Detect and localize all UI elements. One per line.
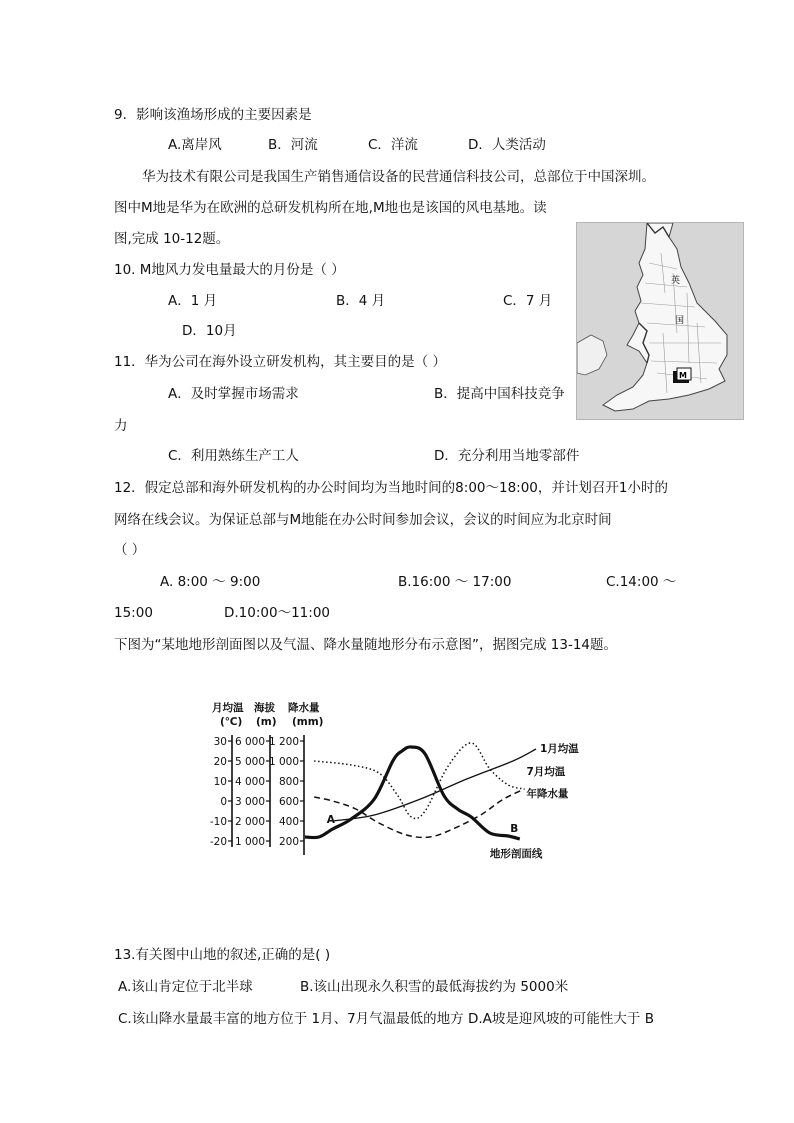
temp-axis-title: 月均温 xyxy=(212,702,244,714)
alt-tick-label: 4 000 xyxy=(234,776,265,788)
q12-option-b: B.16:00 ～ 17:00 xyxy=(398,574,512,590)
q11-stem: 11．华为公司在海外设立研发机构，其主要目的是（ ） xyxy=(114,354,446,370)
q12-option-d: D.10:00～11:00 xyxy=(224,605,330,621)
passage1-line2: 图中M地是华为在欧洲的总研发机构所在地,M地也是该国的风电基地。读 xyxy=(114,200,547,216)
q12-line3: （ ） xyxy=(114,542,146,558)
passage1-line3: 图,完成 10-12题。 xyxy=(114,231,230,247)
precip-label: 年降水量 xyxy=(526,788,569,800)
passage2-text: 下图为“某地地形剖面图以及气温、降水量随地形分布示意图”，据图完成 13-14题。 xyxy=(114,637,618,653)
q10-option-c: C．7 月 xyxy=(503,293,553,309)
alt-tick-label: 5 000 xyxy=(234,756,265,768)
precip-tick-label: 200 xyxy=(278,836,299,848)
temp-tick-label: -20 xyxy=(209,836,227,848)
precip-tick-label: 1 000 xyxy=(268,756,299,768)
precip-axis-unit: (mm) xyxy=(292,716,324,728)
q13-stem: 13.有关图中山地的叙述,正确的是( ) xyxy=(114,947,331,963)
q9-option-a: A.离岸风 xyxy=(168,137,222,153)
temp-tick-label: 20 xyxy=(213,756,227,768)
q12-line2: 网络在线会议。为保证总部与M地能在办公时间参加会议，会议的时间应为北京时间 xyxy=(114,512,612,528)
alt-axis-unit: (m) xyxy=(256,716,277,728)
q12-option-c: C.14:00 ～ xyxy=(606,574,677,590)
terrain-profile-line xyxy=(305,747,520,839)
q13-option-a: A.该山肯定位于北半球 xyxy=(118,979,253,995)
temp-tick-label: 30 xyxy=(213,736,227,748)
england-map-svg xyxy=(577,223,743,419)
temp-axis-unit: (℃) xyxy=(220,716,243,728)
map-label-guo: 国 xyxy=(675,316,685,326)
q10-stem: 10. M地风力发电量最大的月份是（ ） xyxy=(114,262,345,278)
q13-option-cd: C.该山降水量最丰富的地方位于 1月、7月气温最低的地方 D.A坡是迎风坡的可能性大于 B xyxy=(118,1011,654,1027)
map-label-ying: 英 xyxy=(671,276,681,286)
temp-tick-label: 0 xyxy=(220,796,227,808)
precip-tick-label: 1 200 xyxy=(268,736,299,748)
q11-option-b-cont: 力 xyxy=(114,418,128,434)
q10-option-b: B．4 月 xyxy=(336,293,386,309)
m-marker-label: M xyxy=(679,371,687,380)
jan-temp-label: 1月均温 xyxy=(540,743,579,755)
q12-option-c-cont: 15:00 xyxy=(114,605,153,621)
q11-option-c: C．利用熟练生产工人 xyxy=(168,448,299,464)
temp-tick-label: 10 xyxy=(213,776,227,788)
q13-option-b: B.该山出现永久积雪的最低海拔约为 5000米 xyxy=(300,979,569,995)
q11-option-d: D．充分利用当地零部件 xyxy=(434,448,580,464)
alt-tick-label: 1 000 xyxy=(234,836,265,848)
england-map xyxy=(576,222,744,420)
point-b-label: B xyxy=(510,823,519,835)
q12-option-a: A. 8:00 ～ 9:00 xyxy=(160,574,261,590)
jul-temp-label: 7月均温 xyxy=(526,766,566,778)
q11-option-a: A．及时掌握市场需求 xyxy=(168,386,299,402)
alt-axis-title: 海拔 xyxy=(254,702,275,714)
precip-tick-label: 800 xyxy=(278,776,299,788)
alt-tick-label: 2 000 xyxy=(234,816,265,828)
alt-tick-label: 6 000 xyxy=(234,736,265,748)
passage1-line1: 华为技术有限公司是我国生产销售通信设备的民营通信科技公司，总部位于中国深圳。 xyxy=(142,169,655,185)
q9-option-c: C．洋流 xyxy=(368,137,418,153)
terrain-profile-label: 地形剖面线 xyxy=(489,848,543,860)
precip-tick-label: 400 xyxy=(278,816,299,828)
terrain-climate-chart xyxy=(206,697,596,867)
temp-tick-label: -10 xyxy=(209,816,227,828)
q9-stem: 9．影响该渔场形成的主要因素是 xyxy=(114,107,312,123)
alt-tick-label: 3 000 xyxy=(234,796,265,808)
q9-option-d: D．人类活动 xyxy=(468,137,546,153)
q11-option-b: B．提高中国科技竞争 xyxy=(434,386,565,402)
q10-option-d: D．10月 xyxy=(182,323,237,339)
q9-option-b: B．河流 xyxy=(268,137,318,153)
q10-option-a: A．1 月 xyxy=(168,293,218,309)
point-a-label: A xyxy=(326,814,335,826)
terrain-climate-chart-svg xyxy=(206,697,596,867)
q12-line1: 12．假定总部和海外研发机构的办公时间均为当地时间的8:00～18:00，并计划召开1小时的 xyxy=(114,480,668,496)
jul-temp-line xyxy=(314,789,524,837)
precip-axis-title: 降水量 xyxy=(288,702,320,714)
precip-tick-label: 600 xyxy=(278,796,299,808)
